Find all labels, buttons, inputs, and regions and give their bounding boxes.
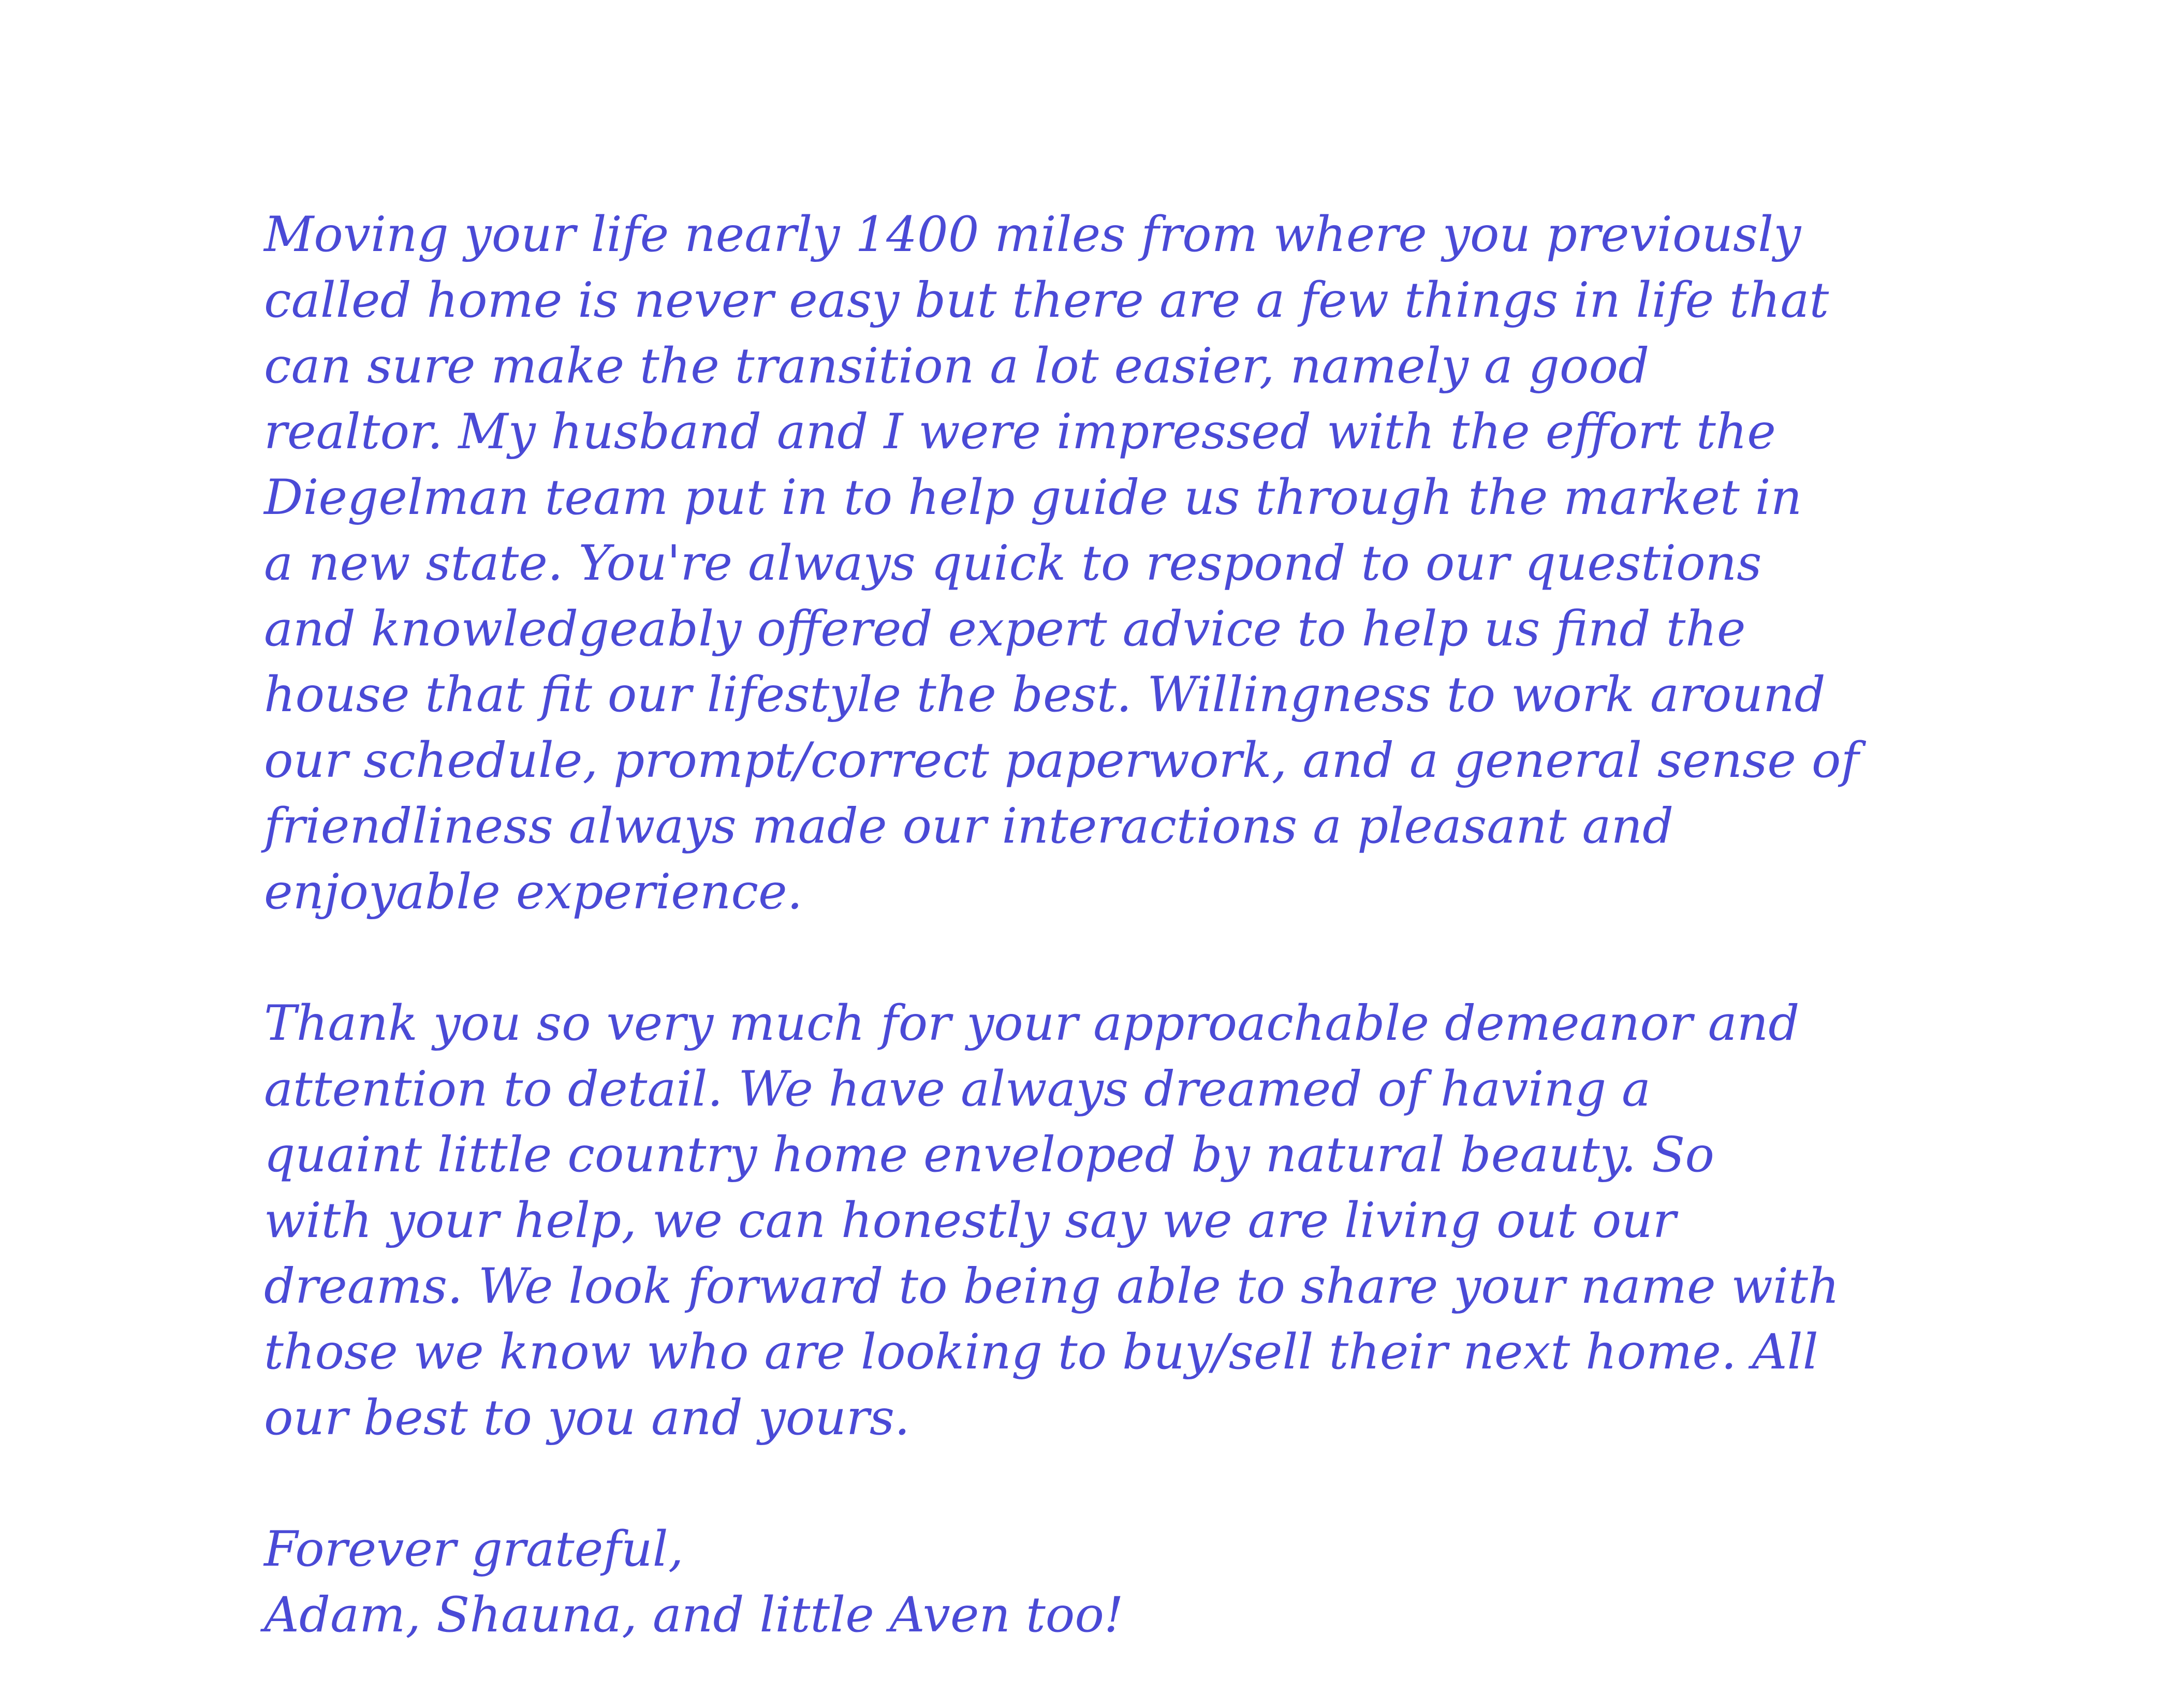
- letter-line: Moving your life nearly 1400 miles from where you previously: [264, 207, 1801, 263]
- letter-line: our best to you and yours.: [264, 1390, 910, 1446]
- letter-line: enjoyable experience.: [264, 864, 803, 920]
- letter-paragraph-1: [264, 202, 2076, 925]
- signature-line: Adam, Shauna, and little Aven too!: [264, 1587, 1124, 1643]
- paragraph-gap: [264, 1451, 2076, 1516]
- letter-signoff: [264, 1516, 2076, 1648]
- letter-line: realtor. My husband and I were impressed with the effort the: [264, 404, 1776, 460]
- letter-line: with your help, we can honestly say we are living out our: [264, 1192, 1676, 1249]
- paragraph-gap: [264, 925, 2076, 991]
- letter-line: can sure make the transition a lot easier, namely a good: [264, 338, 1650, 394]
- letter-line: dreams. We look forward to being able to share your name with: [264, 1258, 1840, 1315]
- letter-line: a new state. You're always quick to respond to our questions: [264, 535, 1762, 592]
- letter-line: attention to detail. We have always dreamed of having a: [264, 1061, 1651, 1117]
- testimonial-letter: [264, 202, 2076, 1648]
- letter-paragraph-2: [264, 991, 2076, 1451]
- letter-line: house that fit our lifestyle the best. Willingness to work around: [264, 667, 1826, 723]
- letter-line: and knowledgeably offered expert advice to help us find the: [264, 601, 1746, 657]
- letter-line: those we know who are looking to buy/sell their next home. All: [264, 1324, 1818, 1380]
- letter-line: called home is never easy but there are a few things in life that: [264, 272, 1829, 329]
- letter-line: friendliness always made our interactions a pleasant and: [264, 798, 1674, 855]
- letter-line: Thank you so very much for your approachable demeanor and: [264, 995, 1800, 1052]
- letter-line: quaint little country home enveloped by natural beauty. So: [264, 1127, 1714, 1183]
- closing-line: Forever grateful,: [264, 1521, 684, 1578]
- letter-line: our schedule, prompt/correct paperwork, and a general sense of: [264, 732, 1859, 789]
- letter-line: Diegelman team put in to help guide us through the market in: [264, 469, 1802, 526]
